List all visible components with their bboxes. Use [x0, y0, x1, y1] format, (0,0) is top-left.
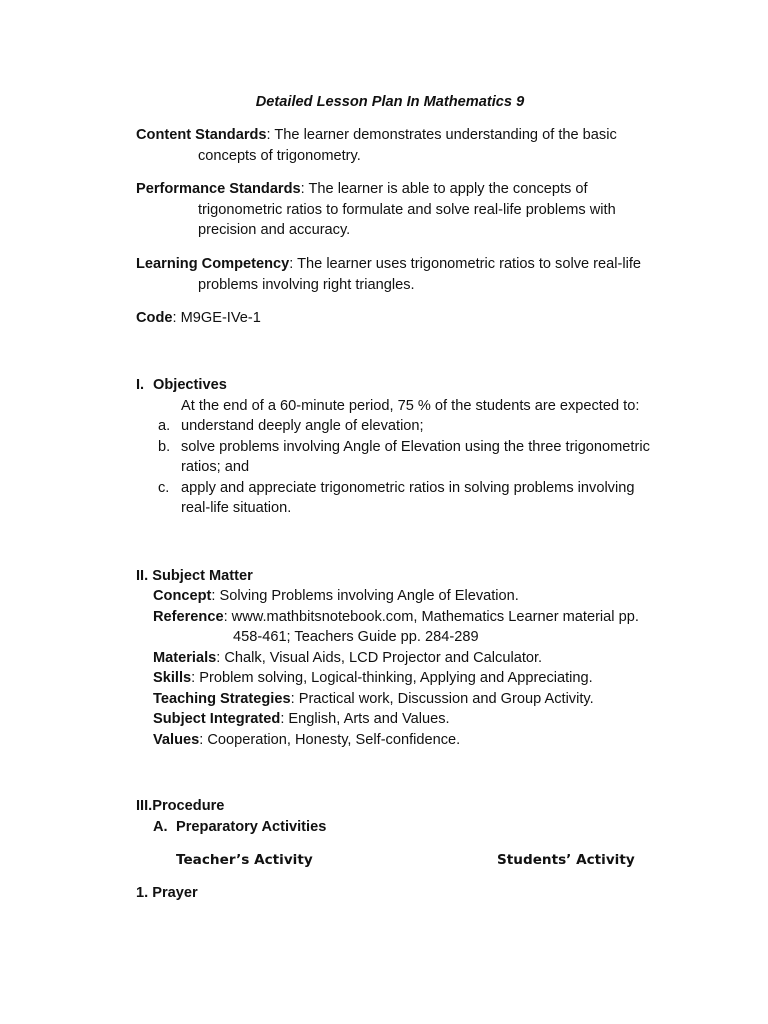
- performance-standards-line-3: precision and accuracy.: [198, 222, 351, 238]
- materials-line: [153, 648, 693, 669]
- subject-integrated-value: : English, Arts and Values.: [280, 711, 450, 727]
- values-line: [153, 730, 693, 751]
- objectives-heading-text: Objectives: [153, 377, 227, 393]
- teacher-activity-column-header: Teacher’s Activity: [176, 852, 313, 868]
- objectives-heading: [136, 375, 227, 396]
- reference-value: : www.mathbitsnotebook.com, Mathematics Learner material pp.: [223, 608, 639, 625]
- performance-standards-line-2: trigonometric ratios to formulate and solve real-life problems with: [198, 201, 616, 218]
- teaching-strategies-line: [153, 689, 693, 710]
- content-standards-line-1: [136, 125, 696, 146]
- materials-value: : Chalk, Visual Aids, LCD Projector and Calculator.: [216, 649, 543, 666]
- objective-letter: c.: [158, 479, 170, 496]
- content-standards-text: : The learner demonstrates understanding of the basic: [266, 127, 617, 143]
- reference-line-2: 458-461; Teachers Guide pp. 284-289: [233, 629, 479, 645]
- concept-label: Concept: [153, 588, 212, 604]
- performance-standards-block: [136, 179, 696, 241]
- teaching-strategies-value: : Practical work, Discussion and Group Activity.: [290, 690, 594, 707]
- objectives-list: [158, 416, 698, 519]
- objective-item-c: [158, 478, 698, 519]
- page-title: Detailed Lesson Plan In Mathematics 9: [255, 94, 525, 110]
- code-label: Code: [136, 310, 173, 326]
- skills-label: Skills: [153, 670, 192, 686]
- reference-line-1: [153, 607, 693, 628]
- objective-line: apply and appreciate trigonometric ratios in solving problems involving: [181, 479, 635, 496]
- preparatory-activities-text: Preparatory Activities: [176, 819, 327, 835]
- values-value: : Cooperation, Honesty, Self-confidence.: [199, 731, 461, 748]
- objective-letter: a.: [158, 418, 171, 434]
- code-value: : M9GE-IVe-1: [172, 310, 261, 326]
- code-line: [136, 308, 696, 329]
- preparatory-activities-heading: [153, 817, 326, 838]
- performance-standards-text: : The learner is able to apply the concepts of: [300, 181, 588, 197]
- values-label: Values: [153, 731, 200, 748]
- materials-label: Materials: [153, 649, 217, 666]
- teaching-strategies-label: Teaching Strategies: [153, 690, 291, 707]
- learning-competency-line-1: [136, 254, 696, 275]
- skills-value: : Problem solving, Logical-thinking, Applying and Appreciating.: [191, 670, 593, 686]
- objective-line: ratios; and: [181, 459, 250, 475]
- objective-line: solve problems involving Angle of Elevation using the three trigonometric: [181, 438, 650, 455]
- content-standards-label: Content Standards: [136, 127, 267, 143]
- concept-line: [153, 586, 693, 607]
- objective-line: real-life situation.: [181, 500, 292, 516]
- learning-competency-block: [136, 254, 696, 295]
- reference-label: Reference: [153, 608, 224, 625]
- objectives-number: I.: [136, 377, 145, 393]
- content-standards-block: [136, 125, 696, 166]
- objective-item-b: [158, 437, 698, 478]
- subject-integrated-line: [153, 709, 693, 730]
- learning-competency-label: Learning Competency: [136, 256, 290, 272]
- learning-competency-text: : The learner uses trigonometric ratios to solve real-life: [289, 256, 642, 272]
- performance-standards-line-1: [136, 179, 696, 200]
- learning-competency-line-2: problems involving right triangles.: [198, 276, 415, 293]
- concept-value: : Solving Problems involving Angle of Elevation.: [211, 588, 519, 604]
- subject-integrated-label: Subject Integrated: [153, 711, 281, 727]
- procedure-heading: III.Procedure: [136, 798, 225, 814]
- objective-letter: b.: [158, 438, 171, 455]
- objective-item-a: [158, 416, 698, 437]
- prayer-step: 1. Prayer: [136, 885, 198, 901]
- performance-standards-label: Performance Standards: [136, 181, 301, 197]
- content-standards-line-2: concepts of trigonometry.: [198, 147, 361, 164]
- objective-line: understand deeply angle of elevation;: [181, 418, 424, 434]
- objectives-intro: At the end of a 60-minute period, 75 % of the students are expected to:: [181, 398, 640, 414]
- students-activity-column-header: Students’ Activity: [497, 852, 635, 868]
- preparatory-activities-letter: A.: [153, 819, 168, 835]
- skills-line: [153, 668, 693, 689]
- subject-matter-heading: II. Subject Matter: [136, 568, 253, 584]
- subject-matter-block: [153, 586, 693, 750]
